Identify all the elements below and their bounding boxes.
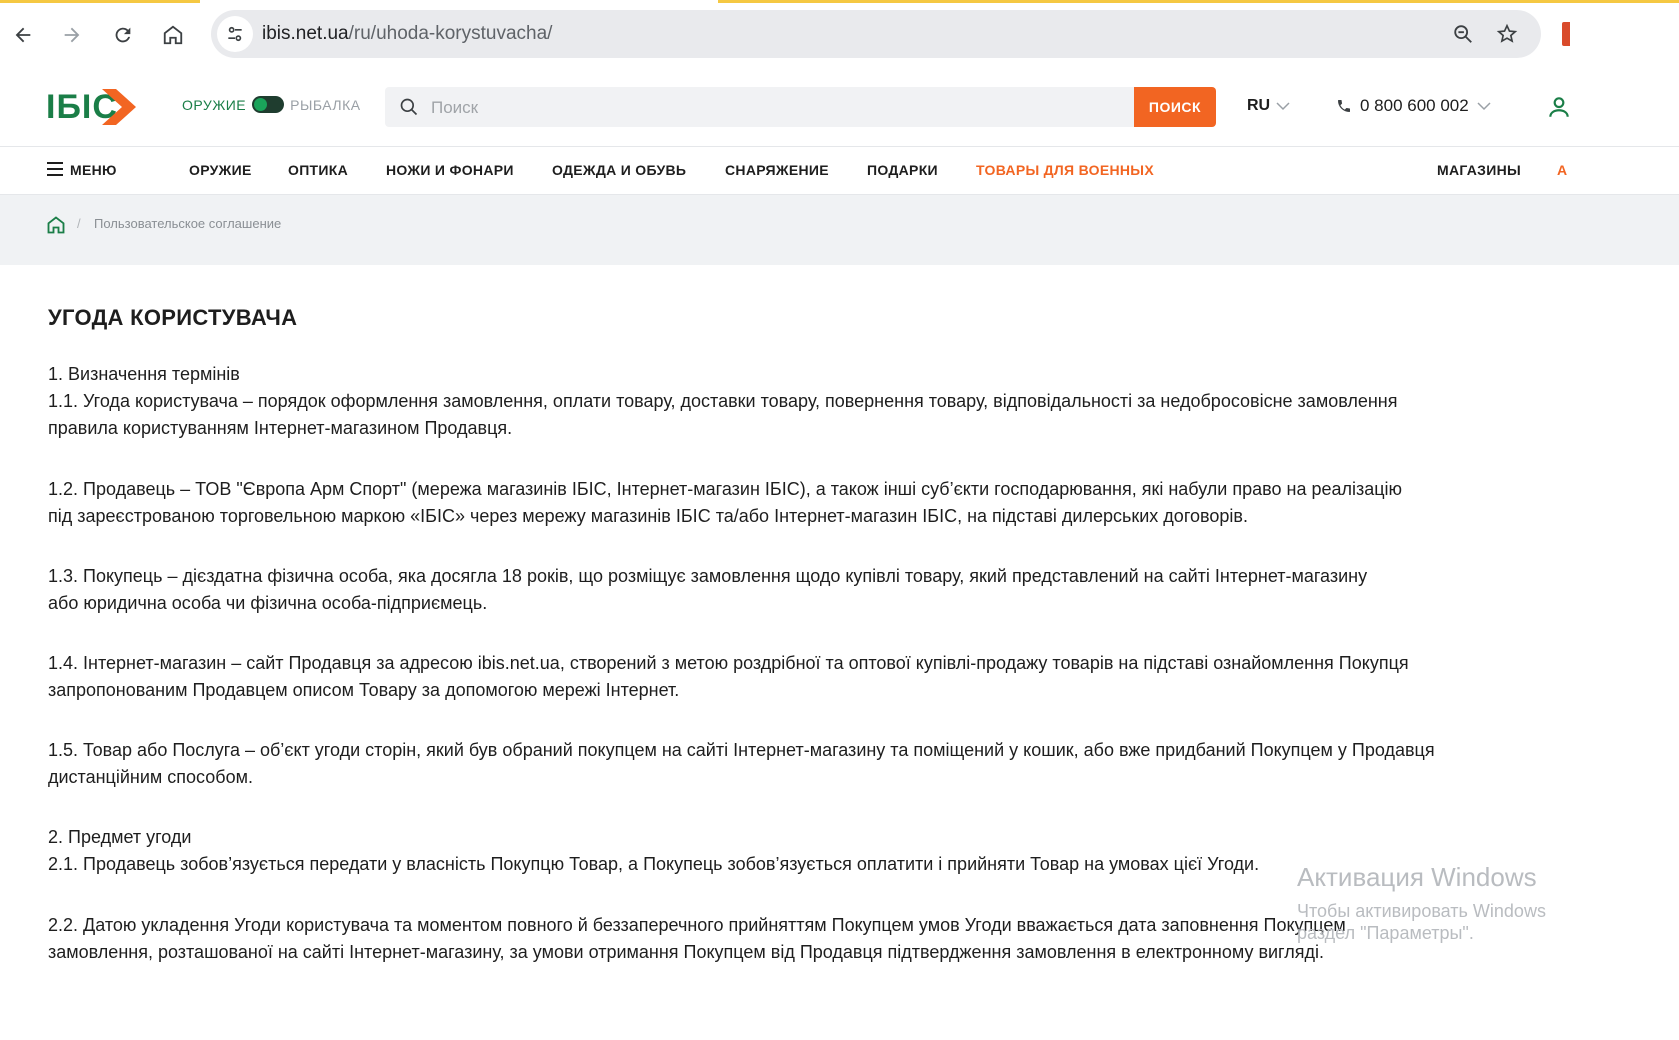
url-text[interactable] xyxy=(262,23,552,45)
search-input[interactable] xyxy=(429,87,1113,129)
content-line: правила користуванням Інтернет-магазином Продавця. xyxy=(48,418,513,438)
browser-toolbar xyxy=(0,0,1679,69)
nav-item-weapons[interactable]: ОРУЖИЕ xyxy=(189,162,252,178)
nav-item-military[interactable]: ТОВАРЫ ДЛЯ ВОЕННЫХ xyxy=(976,162,1154,178)
content-line: або юридична особа чи фізична особа-підприємець. xyxy=(48,593,488,613)
back-button[interactable] xyxy=(6,18,40,52)
nav-item-optics[interactable]: ОПТИКА xyxy=(288,162,349,178)
logo-text: ІБІС xyxy=(46,87,118,126)
windows-activation-title: Активация Windows xyxy=(1297,862,1537,892)
chevron-down-icon xyxy=(1276,101,1290,111)
nav-item-stores[interactable]: МАГАЗИНЫ xyxy=(1437,162,1521,178)
category-toggle[interactable] xyxy=(182,96,361,113)
ibis-logo[interactable] xyxy=(46,85,140,129)
tune-icon xyxy=(225,24,245,44)
content-line: 1.4. Інтернет-магазин – сайт Продавця за адресою ibis.net.ua, створений з метою роздрібної та оптової купівлі-продажу товарів на підставі ознайомлення Покупця xyxy=(48,653,1409,673)
breadcrumb-current: Пользовательское соглашение xyxy=(94,216,282,231)
phone-selector[interactable] xyxy=(1336,96,1491,116)
zoom-button[interactable] xyxy=(1451,22,1475,46)
site-header xyxy=(0,68,1679,147)
category-nav xyxy=(0,147,1679,195)
content-line: 1.3. Покупець – дієздатна фізична особа, яка досягла 18 років, що розміщує замовлення щодо купівлі товару, який представлений на сайті Інтернет-магазину xyxy=(48,566,1368,586)
nav-item-clothing[interactable]: ОДЕЖДА И ОБУВЬ xyxy=(552,162,687,178)
home-button[interactable] xyxy=(156,18,190,52)
content-line: 2.2. Датою укладення Угоди користувача та моментом повного й беззаперечного прийняттям Покупцем умов Угоди вважається дата заповнення Покупцем xyxy=(48,915,1346,935)
content-line: запропонованим Продавцем описом Товару за допомогою мережі Інтернет. xyxy=(48,680,680,700)
search-box xyxy=(385,87,1135,127)
language-selector[interactable] xyxy=(1247,97,1290,115)
content-line: 2. Предмет угоди xyxy=(48,827,192,847)
arrow-left-icon xyxy=(12,24,34,46)
chevron-down-icon xyxy=(1477,101,1491,111)
address-bar[interactable] xyxy=(211,10,1541,58)
phone-number: 0 800 600 002 xyxy=(1360,96,1469,115)
url-path: /ru/uhoda-korystuvacha/ xyxy=(348,23,553,44)
home-icon xyxy=(46,215,66,235)
star-icon xyxy=(1496,23,1518,45)
menu-icon xyxy=(47,162,63,178)
tab-strip-edge xyxy=(0,0,1679,3)
menu-button[interactable]: МЕНЮ xyxy=(70,162,117,178)
content-line: 1. Визначення термінів xyxy=(48,364,240,384)
search-icon xyxy=(399,97,419,117)
content-line: 1.1. Угода користувача – порядок оформлення замовлення, оплати товару, доставки товару, повернення товару, відповідальності за недобросовісне замовлення xyxy=(48,391,1398,411)
home-icon xyxy=(162,24,184,46)
url-host: ibis.net.ua xyxy=(262,23,349,44)
windows-activation-text xyxy=(1297,900,1546,944)
toggle-label-weapons: ОРУЖИЕ xyxy=(182,96,247,113)
nav-item-knives[interactable]: НОЖИ И ФОНАРИ xyxy=(386,162,514,178)
reload-icon xyxy=(112,24,134,46)
breadcrumb xyxy=(0,195,1679,265)
logo-arrow-icon xyxy=(96,85,140,129)
content-line: замовлення, розташованої на сайті Інтернет-магазину, за умови отримання Покупцем від Продавця підтвердження замовлення в електронному вигляді. xyxy=(48,942,1324,962)
content-line: 1.5. Товар або Послуга – об’єкт угоди сторін, який був обраний покупцем на сайті Інтернет-магазину та поміщений у кошик, або вже придбаний Покупцем у Продавця xyxy=(48,740,1435,760)
site-info-button[interactable] xyxy=(217,16,253,52)
forward-button[interactable] xyxy=(55,18,89,52)
toggle-label-fishing: РЫБАЛКА xyxy=(290,96,361,113)
nav-item-equipment[interactable]: СНАРЯЖЕНИЕ xyxy=(725,162,829,178)
page-title: УГОДА КОРИСТУВАЧА xyxy=(48,305,298,330)
breadcrumb-separator: / xyxy=(77,216,81,231)
language-label: RU xyxy=(1247,97,1271,114)
windows-activation-line2: раздел "Параметры". xyxy=(1297,923,1474,943)
zoom-out-icon xyxy=(1452,23,1474,45)
search-button[interactable]: ПОИСК xyxy=(1134,87,1216,127)
bookmark-button[interactable] xyxy=(1495,22,1519,46)
phone-icon xyxy=(1336,98,1352,114)
extension-icon[interactable] xyxy=(1562,22,1570,46)
nav-item-cut[interactable]: А xyxy=(1557,162,1568,178)
nav-item-gifts[interactable]: ПОДАРКИ xyxy=(867,162,938,178)
breadcrumb-home[interactable] xyxy=(46,215,66,240)
content-line: 2.1. Продавець зобов’язується передати у власність Покупцю Товар, а Покупець зобов’язується оплатити і прийняти Товар на умовах цієї Угоди. xyxy=(48,854,1260,874)
toggle-switch[interactable] xyxy=(252,96,284,113)
user-icon xyxy=(1546,94,1572,120)
windows-activation-line1: Чтобы активировать Windows xyxy=(1297,901,1546,921)
reload-button[interactable] xyxy=(106,18,140,52)
account-button[interactable] xyxy=(1546,94,1572,125)
content-line: 1.2. Продавець – ТОВ "Європа Арм Спорт" (мережа магазинів ІБІС, Інтернет-магазин ІБІС), а також інші суб’єкти господарювання, які набули право на реалізацію xyxy=(48,479,1403,499)
arrow-right-icon xyxy=(61,24,83,46)
content-line: під зареєстрованою торговельною маркою «ІБІС» через мережу магазинів ІБІС та/або Інтернет-магазин ІБІС, на підставі дилерських договорів. xyxy=(48,506,1248,526)
content-line: дистанційним способом. xyxy=(48,767,253,787)
